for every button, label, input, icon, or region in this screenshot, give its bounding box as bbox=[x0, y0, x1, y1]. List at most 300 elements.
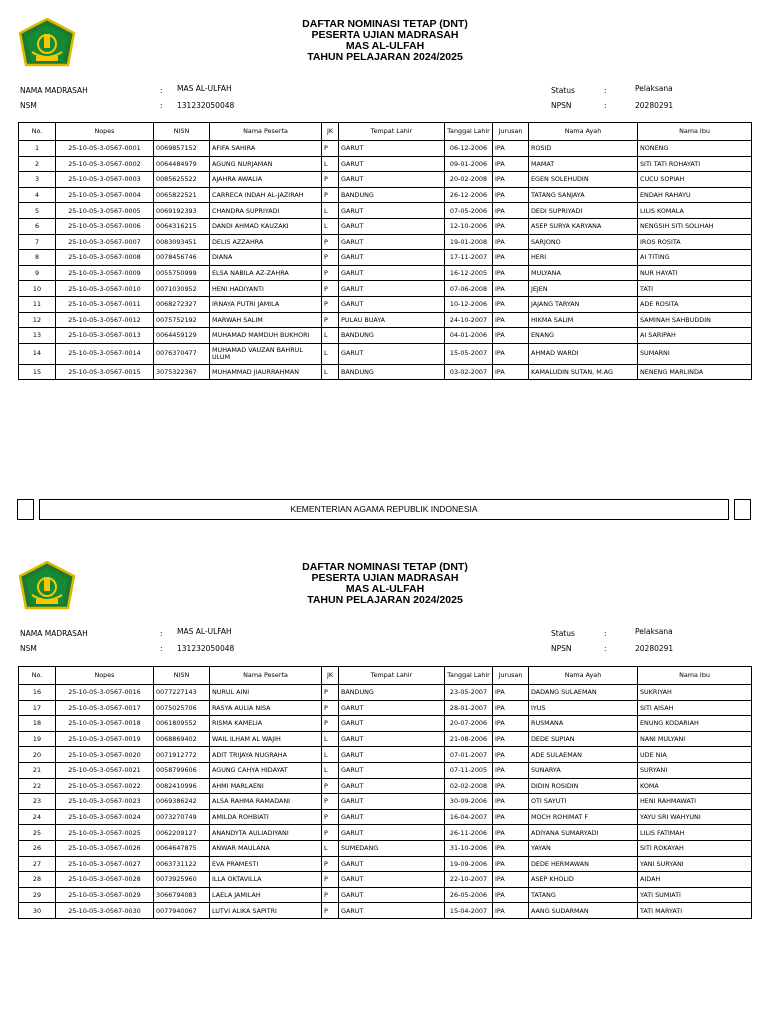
cell-tempat-lahir: GARUT bbox=[339, 234, 445, 250]
table-row bbox=[19, 872, 752, 888]
participant-table-page-2 bbox=[18, 666, 752, 919]
cell-tempat-lahir: GARUT bbox=[339, 172, 445, 188]
cell-nama-ibu: KOMA bbox=[638, 778, 752, 794]
table-row bbox=[19, 887, 752, 903]
cell-tanggal-lahir: 20-02-2008 bbox=[445, 172, 493, 188]
title-line-2: PESERTA UJIAN MADRASAH bbox=[311, 572, 459, 584]
cell-nopes: 25-10-05-3-0567-0030 bbox=[56, 903, 154, 919]
table-row bbox=[19, 203, 752, 219]
title-line-2: PESERTA UJIAN MADRASAH bbox=[311, 29, 459, 41]
cell-nama-ibu: NUR HAYATI bbox=[638, 265, 752, 281]
table-row bbox=[19, 778, 752, 794]
cell-no: 11 bbox=[19, 296, 56, 312]
cell-jk: L bbox=[322, 156, 339, 172]
cell-nisn: 0064459129 bbox=[154, 328, 210, 344]
cell-nama-ayah: SUNARYA bbox=[529, 762, 638, 778]
cell-nama-ayah: DEDE HERMAWAN bbox=[529, 856, 638, 872]
cell-nama-ayah: HIKMA SALIM bbox=[529, 312, 638, 328]
colon: : bbox=[604, 101, 607, 110]
cell-nopes: 25-10-05-3-0567-0005 bbox=[56, 203, 154, 219]
cell-tempat-lahir: GARUT bbox=[339, 778, 445, 794]
banner-right-box bbox=[734, 499, 751, 520]
cell-nama-ibu: AI SARIPAH bbox=[638, 328, 752, 344]
cell-nama-ayah: DEDE SUPIAN bbox=[529, 731, 638, 747]
cell-tanggal-lahir: 06-12-2006 bbox=[445, 141, 493, 157]
cell-jk: L bbox=[322, 343, 339, 364]
column-header-nama-ayah: Nama Ayah bbox=[529, 667, 638, 685]
cell-tempat-lahir: SUMEDANG bbox=[339, 840, 445, 856]
cell-no: 15 bbox=[19, 364, 56, 380]
table-row bbox=[19, 141, 752, 157]
cell-nisn: 0071030952 bbox=[154, 281, 210, 297]
cell-nopes: 25-10-05-3-0567-0014 bbox=[56, 343, 154, 364]
cell-no: 7 bbox=[19, 234, 56, 250]
cell-nama-ayah: ENANG bbox=[529, 328, 638, 344]
cell-nama-peserta: ILLA OKTAVILLA bbox=[210, 872, 322, 888]
cell-nama-ayah: SARJONO bbox=[529, 234, 638, 250]
cell-nama-ibu: AI TITING bbox=[638, 250, 752, 266]
cell-jurusan: IPA bbox=[493, 825, 529, 841]
cell-nopes: 25-10-05-3-0567-0013 bbox=[56, 328, 154, 344]
status-value: Pelaksana bbox=[635, 84, 673, 93]
cell-nisn: 0077940067 bbox=[154, 903, 210, 919]
cell-nama-ayah: JEJEN bbox=[529, 281, 638, 297]
table-row bbox=[19, 364, 752, 380]
cell-jk: L bbox=[322, 328, 339, 344]
cell-nisn: 0061809552 bbox=[154, 716, 210, 732]
cell-nama-ayah: ASEP KHOLID bbox=[529, 872, 638, 888]
column-header-nama-ibu: Nama Ibu bbox=[638, 123, 752, 141]
cell-jurusan: IPA bbox=[493, 156, 529, 172]
table-row bbox=[19, 856, 752, 872]
table-row bbox=[19, 328, 752, 344]
cell-tempat-lahir: GARUT bbox=[339, 716, 445, 732]
cell-jurusan: IPA bbox=[493, 903, 529, 919]
cell-tanggal-lahir: 26-05-2006 bbox=[445, 887, 493, 903]
cell-no: 20 bbox=[19, 747, 56, 763]
cell-jurusan: IPA bbox=[493, 809, 529, 825]
cell-tempat-lahir: PULAU BUAYA bbox=[339, 312, 445, 328]
cell-jk: P bbox=[322, 141, 339, 157]
cell-tanggal-lahir: 03-02-2007 bbox=[445, 364, 493, 380]
cell-nama-ibu: SURYANI bbox=[638, 762, 752, 778]
column-header-no: No. bbox=[19, 123, 56, 141]
cell-nama-peserta: AJAHRA AWALIA bbox=[210, 172, 322, 188]
table-row bbox=[19, 840, 752, 856]
title-line-3: MAS AL-ULFAH bbox=[345, 583, 425, 595]
table-row bbox=[19, 296, 752, 312]
cell-no: 22 bbox=[19, 778, 56, 794]
colon: : bbox=[160, 101, 163, 110]
cell-tempat-lahir: GARUT bbox=[339, 809, 445, 825]
cell-nama-ibu: LILIS KOMALA bbox=[638, 203, 752, 219]
cell-nopes: 25-10-05-3-0567-0019 bbox=[56, 731, 154, 747]
cell-nama-ayah: MOCH ROHIMAT F bbox=[529, 809, 638, 825]
nsm-label: NSM bbox=[20, 101, 37, 110]
cell-nopes: 25-10-05-3-0567-0020 bbox=[56, 747, 154, 763]
cell-tanggal-lahir: 24-10-2007 bbox=[445, 312, 493, 328]
cell-nisn: 0069386242 bbox=[154, 794, 210, 810]
cell-nisn: 0064316215 bbox=[154, 218, 210, 234]
cell-nisn: 0063731122 bbox=[154, 856, 210, 872]
cell-nopes: 25-10-05-3-0567-0008 bbox=[56, 250, 154, 266]
cell-jk: P bbox=[322, 903, 339, 919]
cell-tanggal-lahir: 16-04-2007 bbox=[445, 809, 493, 825]
table-row bbox=[19, 234, 752, 250]
cell-jk: P bbox=[322, 172, 339, 188]
cell-jurusan: IPA bbox=[493, 731, 529, 747]
cell-tempat-lahir: GARUT bbox=[339, 343, 445, 364]
cell-tanggal-lahir: 22-10-2007 bbox=[445, 872, 493, 888]
cell-no: 25 bbox=[19, 825, 56, 841]
cell-no: 2 bbox=[19, 156, 56, 172]
cell-nama-peserta: IRNAYA PUTRI JAMILA bbox=[210, 296, 322, 312]
cell-tanggal-lahir: 07-06-2008 bbox=[445, 281, 493, 297]
table-header-row bbox=[19, 667, 752, 685]
column-header-nama-ayah: Nama Ayah bbox=[529, 123, 638, 141]
cell-no: 16 bbox=[19, 685, 56, 701]
cell-nisn: 0073270749 bbox=[154, 809, 210, 825]
table-row bbox=[19, 809, 752, 825]
cell-nama-ibu: NONENG bbox=[638, 141, 752, 157]
cell-nama-peserta: CHANDRA SUPRIYADI bbox=[210, 203, 322, 219]
table-row bbox=[19, 700, 752, 716]
cell-nama-ayah: DIDIN ROSIDIN bbox=[529, 778, 638, 794]
cell-nama-peserta: RASYA AULIA NISA bbox=[210, 700, 322, 716]
cell-tempat-lahir: GARUT bbox=[339, 762, 445, 778]
cell-nisn: 0069857152 bbox=[154, 141, 210, 157]
cell-nama-ayah: ROSID bbox=[529, 141, 638, 157]
cell-no: 4 bbox=[19, 187, 56, 203]
table-row bbox=[19, 716, 752, 732]
cell-nisn: 0071912772 bbox=[154, 747, 210, 763]
cell-nama-peserta: HENI HADIYANTI bbox=[210, 281, 322, 297]
column-header-nisn: NISN bbox=[154, 123, 210, 141]
column-header-nama-ibu: Nama Ibu bbox=[638, 667, 752, 685]
cell-tempat-lahir: GARUT bbox=[339, 141, 445, 157]
cell-tanggal-lahir: 28-01-2007 bbox=[445, 700, 493, 716]
cell-tanggal-lahir: 15-04-2007 bbox=[445, 903, 493, 919]
cell-nama-peserta: ANANDYTA AULIADIYANI bbox=[210, 825, 322, 841]
cell-jurusan: IPA bbox=[493, 794, 529, 810]
cell-nama-ayah: HERI bbox=[529, 250, 638, 266]
table-row bbox=[19, 343, 752, 364]
column-header-no: No. bbox=[19, 667, 56, 685]
colon: : bbox=[604, 86, 607, 95]
cell-nama-ibu: TATI MARYATI bbox=[638, 903, 752, 919]
cell-nama-ibu: LILIS FATIMAH bbox=[638, 825, 752, 841]
cell-nama-ayah: ASEP SURYA KARYANA bbox=[529, 218, 638, 234]
cell-nama-peserta: MUHAMAD VAUZAN BAHRUL ULUM bbox=[210, 343, 322, 364]
cell-no: 26 bbox=[19, 840, 56, 856]
cell-nama-ibu: HENI RAHMAWATI bbox=[638, 794, 752, 810]
banner-left-box bbox=[17, 499, 34, 520]
cell-nama-ibu: YANI SURYANI bbox=[638, 856, 752, 872]
cell-nama-ayah: MULYANA bbox=[529, 265, 638, 281]
cell-nopes: 25-10-05-3-0567-0004 bbox=[56, 187, 154, 203]
cell-nama-ibu: SUKRIYAH bbox=[638, 685, 752, 701]
cell-no: 3 bbox=[19, 172, 56, 188]
cell-nama-peserta: MUHAMAD MAMDUH BUKHORI bbox=[210, 328, 322, 344]
cell-nopes: 25-10-05-3-0567-0002 bbox=[56, 156, 154, 172]
column-header-jk: JK bbox=[322, 123, 339, 141]
status-label: Status bbox=[551, 86, 575, 95]
cell-nama-peserta: ANWAR MAULANA bbox=[210, 840, 322, 856]
cell-nisn: 0065822521 bbox=[154, 187, 210, 203]
cell-nama-ayah: DEDI SUPRIYADI bbox=[529, 203, 638, 219]
cell-nopes: 25-10-05-3-0567-0028 bbox=[56, 872, 154, 888]
cell-nama-ayah: OTI SAYUTI bbox=[529, 794, 638, 810]
cell-nama-ayah: AHMAD WARDI bbox=[529, 343, 638, 364]
cell-jk: L bbox=[322, 731, 339, 747]
column-header-tempat-lahir: Tempat Lahir bbox=[339, 667, 445, 685]
status-label: Status bbox=[551, 629, 575, 638]
cell-nopes: 25-10-05-3-0567-0007 bbox=[56, 234, 154, 250]
cell-nama-ayah: YAYAN bbox=[529, 840, 638, 856]
cell-nisn: 0075025706 bbox=[154, 700, 210, 716]
cell-jk: P bbox=[322, 296, 339, 312]
cell-nopes: 25-10-05-3-0567-0022 bbox=[56, 778, 154, 794]
cell-tempat-lahir: GARUT bbox=[339, 887, 445, 903]
cell-tanggal-lahir: 21-08-2006 bbox=[445, 731, 493, 747]
cell-no: 14 bbox=[19, 343, 56, 364]
cell-nisn: 0075752192 bbox=[154, 312, 210, 328]
kemenag-logo-icon bbox=[18, 18, 76, 70]
cell-jk: L bbox=[322, 218, 339, 234]
cell-nama-peserta: DELIS AZZAHRA bbox=[210, 234, 322, 250]
cell-nopes: 25-10-05-3-0567-0010 bbox=[56, 281, 154, 297]
cell-jk: L bbox=[322, 762, 339, 778]
cell-jurusan: IPA bbox=[493, 234, 529, 250]
cell-nama-peserta: LUTVI ALIKA SAPITRI bbox=[210, 903, 322, 919]
cell-nama-ayah: KAMALUDIN SUTAN, M.AG bbox=[529, 364, 638, 380]
cell-no: 21 bbox=[19, 762, 56, 778]
cell-nama-peserta: EVA PRAMESTI bbox=[210, 856, 322, 872]
status-value: Pelaksana bbox=[635, 627, 673, 636]
cell-no: 23 bbox=[19, 794, 56, 810]
cell-nama-peserta: AGUNG CAHYA HIDAYAT bbox=[210, 762, 322, 778]
cell-tempat-lahir: GARUT bbox=[339, 794, 445, 810]
nama-madrasah-value: MAS AL-ULFAH bbox=[177, 627, 232, 636]
cell-jurusan: IPA bbox=[493, 856, 529, 872]
cell-nisn: 3075322367 bbox=[154, 364, 210, 380]
cell-tanggal-lahir: 23-05-2007 bbox=[445, 685, 493, 701]
cell-tempat-lahir: GARUT bbox=[339, 747, 445, 763]
cell-tanggal-lahir: 16-12-2005 bbox=[445, 265, 493, 281]
cell-tempat-lahir: BANDUNG bbox=[339, 364, 445, 380]
title-line-1: DAFTAR NOMINASI TETAP (DNT) bbox=[302, 18, 468, 30]
cell-nopes: 25-10-05-3-0567-0016 bbox=[56, 685, 154, 701]
column-header-jk: JK bbox=[322, 667, 339, 685]
table-row bbox=[19, 265, 752, 281]
column-header-tanggal-lahir: Tanggal Lahir bbox=[445, 667, 493, 685]
cell-tempat-lahir: BANDUNG bbox=[339, 685, 445, 701]
cell-jk: P bbox=[322, 794, 339, 810]
cell-jk: P bbox=[322, 716, 339, 732]
table-row bbox=[19, 312, 752, 328]
cell-jurusan: IPA bbox=[493, 778, 529, 794]
column-header-nisn: NISN bbox=[154, 667, 210, 685]
table-row bbox=[19, 187, 752, 203]
cell-nama-ibu: YAYU SRI WAHYUNI bbox=[638, 809, 752, 825]
cell-tempat-lahir: GARUT bbox=[339, 265, 445, 281]
cell-nama-ayah: MAMAT bbox=[529, 156, 638, 172]
cell-jurusan: IPA bbox=[493, 747, 529, 763]
cell-no: 1 bbox=[19, 141, 56, 157]
cell-jk: P bbox=[322, 809, 339, 825]
cell-no: 12 bbox=[19, 312, 56, 328]
cell-jk: P bbox=[322, 825, 339, 841]
cell-jk: P bbox=[322, 281, 339, 297]
cell-no: 10 bbox=[19, 281, 56, 297]
nsm-value: 131232050048 bbox=[177, 101, 235, 110]
cell-nama-ayah: DADANG SULAEMAN bbox=[529, 685, 638, 701]
cell-nisn: 0068272327 bbox=[154, 296, 210, 312]
table-header-row bbox=[19, 123, 752, 141]
cell-jk: P bbox=[322, 250, 339, 266]
cell-tanggal-lahir: 09-01-2006 bbox=[445, 156, 493, 172]
column-header-nopes: Nopes bbox=[56, 123, 154, 141]
nama-madrasah-value: MAS AL-ULFAH bbox=[177, 84, 232, 93]
nama-madrasah-label: NAMA MADRASAH bbox=[20, 86, 88, 95]
colon: : bbox=[604, 629, 607, 638]
cell-nama-ibu: TATI bbox=[638, 281, 752, 297]
cell-jk: P bbox=[322, 265, 339, 281]
cell-jk: L bbox=[322, 364, 339, 380]
cell-nama-ayah: JAJANG TARYAN bbox=[529, 296, 638, 312]
cell-jurusan: IPA bbox=[493, 312, 529, 328]
cell-tanggal-lahir: 15-05-2007 bbox=[445, 343, 493, 364]
cell-jk: P bbox=[322, 872, 339, 888]
table-row bbox=[19, 685, 752, 701]
ministry-banner: KEMENTERIAN AGAMA REPUBLIK INDONESIA bbox=[39, 499, 729, 520]
table-row bbox=[19, 250, 752, 266]
cell-nama-ibu: AIDAH bbox=[638, 872, 752, 888]
column-header-tempat-lahir: Tempat Lahir bbox=[339, 123, 445, 141]
cell-jurusan: IPA bbox=[493, 203, 529, 219]
cell-nama-ibu: CUCU SOPIAH bbox=[638, 172, 752, 188]
cell-jurusan: IPA bbox=[493, 141, 529, 157]
cell-tempat-lahir: GARUT bbox=[339, 218, 445, 234]
cell-tempat-lahir: GARUT bbox=[339, 731, 445, 747]
cell-tempat-lahir: BANDUNG bbox=[339, 328, 445, 344]
npsn-label: NPSN bbox=[551, 644, 572, 653]
cell-tanggal-lahir: 10-12-2006 bbox=[445, 296, 493, 312]
table-row bbox=[19, 903, 752, 919]
cell-nama-ibu: SITI ROKAYAH bbox=[638, 840, 752, 856]
cell-tempat-lahir: GARUT bbox=[339, 156, 445, 172]
column-header-nama-peserta: Nama Peserta bbox=[210, 667, 322, 685]
cell-nisn: 0055750999 bbox=[154, 265, 210, 281]
cell-nama-peserta: DANDI AHMAD KAUZAKI bbox=[210, 218, 322, 234]
cell-jk: P bbox=[322, 312, 339, 328]
cell-nama-ibu: NANI MULYANI bbox=[638, 731, 752, 747]
cell-nopes: 25-10-05-3-0567-0009 bbox=[56, 265, 154, 281]
cell-nama-ibu: SITI TATI ROHAYATI bbox=[638, 156, 752, 172]
cell-no: 30 bbox=[19, 903, 56, 919]
cell-no: 24 bbox=[19, 809, 56, 825]
cell-jurusan: IPA bbox=[493, 700, 529, 716]
cell-nama-ibu: ENUNG KODARIAH bbox=[638, 716, 752, 732]
cell-no: 8 bbox=[19, 250, 56, 266]
cell-jk: L bbox=[322, 840, 339, 856]
cell-tanggal-lahir: 31-10-2006 bbox=[445, 840, 493, 856]
cell-jurusan: IPA bbox=[493, 187, 529, 203]
column-header-jurusan: Jurusan bbox=[493, 667, 529, 685]
cell-nama-ibu: UDE NIA bbox=[638, 747, 752, 763]
cell-nama-peserta: RISMA KAMELIA bbox=[210, 716, 322, 732]
cell-tempat-lahir: GARUT bbox=[339, 700, 445, 716]
cell-tanggal-lahir: 07-05-2006 bbox=[445, 203, 493, 219]
cell-nama-ayah: TATANG SANJAYA bbox=[529, 187, 638, 203]
cell-no: 28 bbox=[19, 872, 56, 888]
cell-nama-peserta: AMILDA ROHBIATI bbox=[210, 809, 322, 825]
table-row bbox=[19, 794, 752, 810]
cell-jurusan: IPA bbox=[493, 172, 529, 188]
table-row bbox=[19, 172, 752, 188]
cell-tanggal-lahir: 07-11-2005 bbox=[445, 762, 493, 778]
cell-nama-ibu: SITI AISAH bbox=[638, 700, 752, 716]
cell-tempat-lahir: GARUT bbox=[339, 203, 445, 219]
cell-jurusan: IPA bbox=[493, 265, 529, 281]
cell-nisn: 0069192393 bbox=[154, 203, 210, 219]
cell-tanggal-lahir: 26-12-2006 bbox=[445, 187, 493, 203]
cell-nopes: 25-10-05-3-0567-0025 bbox=[56, 825, 154, 841]
cell-tanggal-lahir: 19-09-2006 bbox=[445, 856, 493, 872]
cell-jk: P bbox=[322, 887, 339, 903]
cell-jurusan: IPA bbox=[493, 328, 529, 344]
cell-jurusan: IPA bbox=[493, 218, 529, 234]
colon: : bbox=[604, 644, 607, 653]
cell-nama-ayah: RUSMANA bbox=[529, 716, 638, 732]
cell-tempat-lahir: GARUT bbox=[339, 856, 445, 872]
cell-nama-peserta: MUHAMMAD JIAURRAHMAN bbox=[210, 364, 322, 380]
cell-nama-ibu: NENGSIH SITI SOLIHAH bbox=[638, 218, 752, 234]
title-line-1: DAFTAR NOMINASI TETAP (DNT) bbox=[302, 561, 468, 573]
cell-no: 27 bbox=[19, 856, 56, 872]
cell-nopes: 25-10-05-3-0567-0017 bbox=[56, 700, 154, 716]
cell-nisn: 0076370477 bbox=[154, 343, 210, 364]
cell-nopes: 25-10-05-3-0567-0003 bbox=[56, 172, 154, 188]
cell-nama-ayah: EGEN SOLEHUDIN bbox=[529, 172, 638, 188]
document-title bbox=[200, 19, 570, 63]
kemenag-logo-icon bbox=[18, 561, 76, 613]
cell-no: 5 bbox=[19, 203, 56, 219]
column-header-tanggal-lahir: Tanggal Lahir bbox=[445, 123, 493, 141]
cell-nisn: 0058799606 bbox=[154, 762, 210, 778]
cell-jurusan: IPA bbox=[493, 296, 529, 312]
cell-nisn: 0082410996 bbox=[154, 778, 210, 794]
cell-nama-peserta: CARRECA INDAH AL-JAZIRAH bbox=[210, 187, 322, 203]
cell-jk: P bbox=[322, 685, 339, 701]
cell-tanggal-lahir: 19-01-2008 bbox=[445, 234, 493, 250]
cell-tempat-lahir: GARUT bbox=[339, 872, 445, 888]
cell-jurusan: IPA bbox=[493, 343, 529, 364]
table-row bbox=[19, 762, 752, 778]
cell-tanggal-lahir: 17-11-2007 bbox=[445, 250, 493, 266]
table-row bbox=[19, 156, 752, 172]
table-row bbox=[19, 825, 752, 841]
cell-jurusan: IPA bbox=[493, 887, 529, 903]
cell-jk: P bbox=[322, 187, 339, 203]
nsm-label: NSM bbox=[20, 644, 37, 653]
cell-nama-peserta: ALSA RAHMA RAMADANI bbox=[210, 794, 322, 810]
cell-nama-ayah: TATANG bbox=[529, 887, 638, 903]
cell-tempat-lahir: GARUT bbox=[339, 903, 445, 919]
cell-nama-ayah: ADE SULAEMAN bbox=[529, 747, 638, 763]
cell-nopes: 25-10-05-3-0567-0015 bbox=[56, 364, 154, 380]
column-header-jurusan: Jurusan bbox=[493, 123, 529, 141]
